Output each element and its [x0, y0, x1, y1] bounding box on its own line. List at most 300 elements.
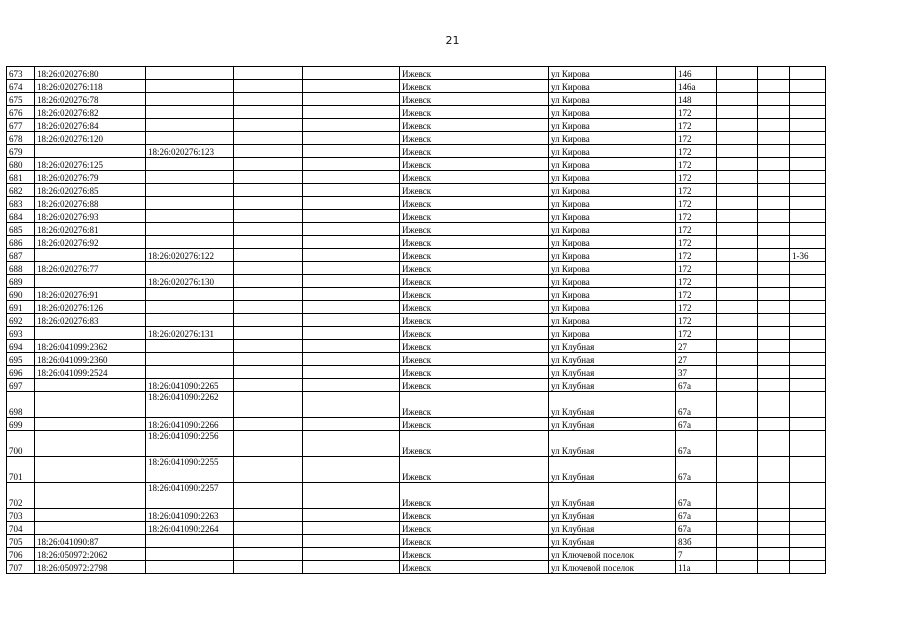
street-cell: ул Кирова [549, 80, 676, 93]
empty-cell [303, 184, 400, 197]
apartment-cell [790, 145, 826, 158]
city-cell: Ижевск [400, 288, 549, 301]
empty-cell [303, 119, 400, 132]
empty-cell [758, 80, 790, 93]
street-cell: ул Кирова [549, 67, 676, 80]
building-cadastral-number: 18:26:020276:123 [146, 145, 234, 158]
cadastral-number [35, 483, 146, 509]
empty-cell [758, 249, 790, 262]
city-cell: Ижевск [400, 184, 549, 197]
empty-cell [234, 418, 303, 431]
empty-cell [717, 288, 758, 301]
building-cadastral-number: 18:26:041090:2264 [146, 522, 234, 535]
apartment-cell [790, 301, 826, 314]
apartment-cell [790, 353, 826, 366]
empty-cell [717, 548, 758, 561]
row-number: 701 [7, 457, 35, 483]
apartment-cell [790, 457, 826, 483]
house-cell: 67а [676, 483, 717, 509]
building-cadastral-number [146, 366, 234, 379]
empty-cell [758, 340, 790, 353]
empty-cell [758, 145, 790, 158]
row-number: 697 [7, 379, 35, 392]
empty-cell [758, 327, 790, 340]
table-row [7, 158, 826, 171]
building-cadastral-number [146, 288, 234, 301]
city-cell: Ижевск [400, 210, 549, 223]
row-number: 706 [7, 548, 35, 561]
house-cell: 146а [676, 80, 717, 93]
empty-cell [717, 340, 758, 353]
empty-cell [717, 119, 758, 132]
apartment-cell [790, 483, 826, 509]
empty-cell [717, 535, 758, 548]
empty-cell [717, 483, 758, 509]
empty-cell [717, 158, 758, 171]
table-row [7, 353, 826, 366]
house-cell: 172 [676, 132, 717, 145]
building-cadastral-number [146, 132, 234, 145]
city-cell: Ижевск [400, 67, 549, 80]
row-number: 677 [7, 119, 35, 132]
empty-cell [234, 210, 303, 223]
apartment-cell [790, 431, 826, 457]
row-number: 684 [7, 210, 35, 223]
table-row [7, 132, 826, 145]
empty-cell [758, 223, 790, 236]
city-cell: Ижевск [400, 262, 549, 275]
apartment-cell [790, 236, 826, 249]
building-cadastral-number: 18:26:041090:2257 [146, 483, 234, 509]
empty-cell [234, 119, 303, 132]
building-cadastral-number [146, 184, 234, 197]
empty-cell [717, 197, 758, 210]
empty-cell [717, 366, 758, 379]
city-cell: Ижевск [400, 236, 549, 249]
city-cell: Ижевск [400, 80, 549, 93]
cadastral-number [35, 145, 146, 158]
street-cell: ул Кирова [549, 132, 676, 145]
building-cadastral-number: 18:26:041090:2255 [146, 457, 234, 483]
house-cell: 67а [676, 392, 717, 418]
building-cadastral-number [146, 548, 234, 561]
house-cell: 67а [676, 522, 717, 535]
apartment-cell [790, 509, 826, 522]
empty-cell [234, 106, 303, 119]
cadastral-number [35, 418, 146, 431]
table-row [7, 431, 826, 457]
empty-cell [303, 353, 400, 366]
empty-cell [717, 106, 758, 119]
street-cell: ул Ключевой поселок [549, 548, 676, 561]
row-number: 682 [7, 184, 35, 197]
house-cell: 146 [676, 67, 717, 80]
empty-cell [717, 275, 758, 288]
empty-cell [303, 67, 400, 80]
city-cell: Ижевск [400, 314, 549, 327]
empty-cell [758, 314, 790, 327]
table-row [7, 184, 826, 197]
empty-cell [303, 431, 400, 457]
empty-cell [717, 561, 758, 574]
empty-cell [717, 236, 758, 249]
row-number: 683 [7, 197, 35, 210]
empty-cell [717, 67, 758, 80]
empty-cell [758, 106, 790, 119]
empty-cell [758, 119, 790, 132]
house-cell: 7 [676, 548, 717, 561]
house-cell: 172 [676, 275, 717, 288]
house-cell: 172 [676, 223, 717, 236]
empty-cell [303, 535, 400, 548]
apartment-cell [790, 535, 826, 548]
building-cadastral-number: 18:26:041090:2256 [146, 431, 234, 457]
city-cell: Ижевск [400, 522, 549, 535]
empty-cell [758, 93, 790, 106]
table-row [7, 483, 826, 509]
street-cell: ул Кирова [549, 210, 676, 223]
row-number: 696 [7, 366, 35, 379]
city-cell: Ижевск [400, 561, 549, 574]
cadastral-number [35, 379, 146, 392]
building-cadastral-number [146, 314, 234, 327]
building-cadastral-number: 18:26:020276:130 [146, 275, 234, 288]
row-number: 673 [7, 67, 35, 80]
table-row [7, 67, 826, 80]
cadastral-number [35, 275, 146, 288]
table-row [7, 93, 826, 106]
cadastral-number: 18:26:041099:2360 [35, 353, 146, 366]
apartment-cell [790, 548, 826, 561]
city-cell: Ижевск [400, 548, 549, 561]
row-number: 685 [7, 223, 35, 236]
table-row [7, 522, 826, 535]
cadastral-number: 18:26:020276:81 [35, 223, 146, 236]
table-row [7, 340, 826, 353]
cadastral-number: 18:26:020276:79 [35, 171, 146, 184]
cadastral-number: 18:26:020276:118 [35, 80, 146, 93]
cadastral-number [35, 392, 146, 418]
cadastral-number: 18:26:020276:120 [35, 132, 146, 145]
table-row [7, 106, 826, 119]
table-row [7, 275, 826, 288]
row-number: 679 [7, 145, 35, 158]
empty-cell [303, 93, 400, 106]
house-cell: 172 [676, 197, 717, 210]
house-cell: 172 [676, 249, 717, 262]
building-cadastral-number [146, 171, 234, 184]
empty-cell [303, 457, 400, 483]
building-cadastral-number: 18:26:041090:2266 [146, 418, 234, 431]
empty-cell [717, 522, 758, 535]
empty-cell [303, 171, 400, 184]
table-row [7, 80, 826, 93]
house-cell: 37 [676, 366, 717, 379]
table-row [7, 145, 826, 158]
house-cell: 172 [676, 301, 717, 314]
empty-cell [303, 158, 400, 171]
empty-cell [717, 132, 758, 145]
city-cell: Ижевск [400, 119, 549, 132]
empty-cell [717, 184, 758, 197]
street-cell: ул Кирова [549, 262, 676, 275]
empty-cell [758, 561, 790, 574]
house-cell: 172 [676, 184, 717, 197]
apartment-cell [790, 262, 826, 275]
building-cadastral-number [146, 301, 234, 314]
cadastral-number: 18:26:050972:2062 [35, 548, 146, 561]
empty-cell [234, 314, 303, 327]
empty-cell [234, 379, 303, 392]
apartment-cell [790, 171, 826, 184]
table-row [7, 535, 826, 548]
empty-cell [234, 158, 303, 171]
empty-cell [303, 379, 400, 392]
house-cell: 172 [676, 288, 717, 301]
building-cadastral-number [146, 353, 234, 366]
empty-cell [234, 340, 303, 353]
empty-cell [234, 431, 303, 457]
table-row [7, 327, 826, 340]
empty-cell [758, 353, 790, 366]
street-cell: ул Клубная [549, 366, 676, 379]
table-row [7, 561, 826, 574]
empty-cell [758, 132, 790, 145]
house-cell: 172 [676, 106, 717, 119]
empty-cell [303, 366, 400, 379]
row-number: 681 [7, 171, 35, 184]
table-row [7, 366, 826, 379]
row-number: 707 [7, 561, 35, 574]
empty-cell [234, 275, 303, 288]
house-cell: 27 [676, 353, 717, 366]
city-cell: Ижевск [400, 483, 549, 509]
apartment-cell [790, 93, 826, 106]
empty-cell [717, 327, 758, 340]
street-cell: ул Кирова [549, 314, 676, 327]
street-cell: ул Кирова [549, 288, 676, 301]
city-cell: Ижевск [400, 431, 549, 457]
street-cell: ул Кирова [549, 275, 676, 288]
empty-cell [234, 483, 303, 509]
cadastral-number: 18:26:020276:77 [35, 262, 146, 275]
empty-cell [234, 171, 303, 184]
empty-cell [758, 379, 790, 392]
page-number: 21 [445, 34, 460, 47]
street-cell: ул Ключевой поселок [549, 561, 676, 574]
empty-cell [717, 93, 758, 106]
empty-cell [303, 106, 400, 119]
house-cell: 172 [676, 327, 717, 340]
table-row [7, 379, 826, 392]
apartment-cell [790, 210, 826, 223]
cadastral-number: 18:26:041090:87 [35, 535, 146, 548]
table-row [7, 236, 826, 249]
apartment-cell [790, 67, 826, 80]
building-cadastral-number [146, 158, 234, 171]
empty-cell [758, 210, 790, 223]
empty-cell [234, 457, 303, 483]
street-cell: ул Кирова [549, 249, 676, 262]
house-cell: 67а [676, 457, 717, 483]
empty-cell [758, 262, 790, 275]
empty-cell [717, 80, 758, 93]
city-cell: Ижевск [400, 171, 549, 184]
empty-cell [717, 457, 758, 483]
house-cell: 67а [676, 509, 717, 522]
building-cadastral-number [146, 561, 234, 574]
street-cell: ул Клубная [549, 457, 676, 483]
house-cell: 172 [676, 210, 717, 223]
street-cell: ул Клубная [549, 431, 676, 457]
row-number: 698 [7, 392, 35, 418]
cadastral-number: 18:26:020276:88 [35, 197, 146, 210]
street-cell: ул Кирова [549, 145, 676, 158]
city-cell: Ижевск [400, 275, 549, 288]
empty-cell [758, 158, 790, 171]
row-number: 693 [7, 327, 35, 340]
street-cell: ул Кирова [549, 119, 676, 132]
row-number: 676 [7, 106, 35, 119]
table-row [7, 119, 826, 132]
empty-cell [234, 197, 303, 210]
city-cell: Ижевск [400, 106, 549, 119]
empty-cell [758, 301, 790, 314]
row-number: 695 [7, 353, 35, 366]
cadastral-number: 18:26:020276:85 [35, 184, 146, 197]
house-cell: 172 [676, 262, 717, 275]
table-row [7, 548, 826, 561]
empty-cell [234, 392, 303, 418]
city-cell: Ижевск [400, 197, 549, 210]
empty-cell [234, 548, 303, 561]
house-cell: 11а [676, 561, 717, 574]
house-cell: 172 [676, 236, 717, 249]
table-row [7, 197, 826, 210]
empty-cell [303, 145, 400, 158]
empty-cell [234, 184, 303, 197]
empty-cell [303, 392, 400, 418]
empty-cell [758, 483, 790, 509]
empty-cell [717, 379, 758, 392]
street-cell: ул Клубная [549, 379, 676, 392]
row-number: 686 [7, 236, 35, 249]
apartment-cell [790, 158, 826, 171]
cadastral-number [35, 509, 146, 522]
table-row [7, 314, 826, 327]
house-cell: 67а [676, 431, 717, 457]
table-row [7, 418, 826, 431]
apartment-cell [790, 106, 826, 119]
city-cell: Ижевск [400, 158, 549, 171]
empty-cell [758, 418, 790, 431]
empty-cell [758, 431, 790, 457]
empty-cell [303, 340, 400, 353]
building-cadastral-number: 18:26:041090:2263 [146, 509, 234, 522]
row-number: 675 [7, 93, 35, 106]
empty-cell [303, 236, 400, 249]
street-cell: ул Клубная [549, 340, 676, 353]
empty-cell [303, 275, 400, 288]
empty-cell [234, 145, 303, 158]
city-cell: Ижевск [400, 340, 549, 353]
house-cell: 172 [676, 119, 717, 132]
city-cell: Ижевск [400, 392, 549, 418]
city-cell: Ижевск [400, 132, 549, 145]
empty-cell [234, 327, 303, 340]
empty-cell [717, 210, 758, 223]
empty-cell [234, 509, 303, 522]
empty-cell [234, 80, 303, 93]
cadastral-number: 18:26:020276:84 [35, 119, 146, 132]
empty-cell [234, 288, 303, 301]
row-number: 703 [7, 509, 35, 522]
apartment-cell [790, 366, 826, 379]
city-cell: Ижевск [400, 418, 549, 431]
cadastral-number: 18:26:020276:125 [35, 158, 146, 171]
apartment-cell [790, 522, 826, 535]
empty-cell [758, 275, 790, 288]
cadastral-number: 18:26:020276:93 [35, 210, 146, 223]
empty-cell [303, 132, 400, 145]
cadastral-number: 18:26:020276:126 [35, 301, 146, 314]
table-row [7, 171, 826, 184]
row-number: 687 [7, 249, 35, 262]
empty-cell [303, 249, 400, 262]
empty-cell [303, 561, 400, 574]
street-cell: ул Клубная [549, 509, 676, 522]
empty-cell [717, 301, 758, 314]
street-cell: ул Кирова [549, 106, 676, 119]
building-cadastral-number: 18:26:041090:2262 [146, 392, 234, 418]
street-cell: ул Кирова [549, 197, 676, 210]
street-cell: ул Кирова [549, 158, 676, 171]
city-cell: Ижевск [400, 366, 549, 379]
cadastral-number: 18:26:041099:2362 [35, 340, 146, 353]
table-row [7, 392, 826, 418]
empty-cell [717, 262, 758, 275]
row-number: 690 [7, 288, 35, 301]
street-cell: ул Клубная [549, 392, 676, 418]
building-cadastral-number: 18:26:020276:131 [146, 327, 234, 340]
apartment-cell [790, 379, 826, 392]
street-cell: ул Клубная [549, 353, 676, 366]
apartment-cell [790, 184, 826, 197]
apartment-cell [790, 288, 826, 301]
empty-cell [717, 431, 758, 457]
apartment-cell [790, 119, 826, 132]
apartment-cell: 1-36 [790, 249, 826, 262]
empty-cell [758, 197, 790, 210]
empty-cell [234, 366, 303, 379]
row-number: 699 [7, 418, 35, 431]
row-number: 692 [7, 314, 35, 327]
building-cadastral-number [146, 535, 234, 548]
apartment-cell [790, 392, 826, 418]
cadastral-number: 18:26:020276:82 [35, 106, 146, 119]
building-cadastral-number [146, 119, 234, 132]
city-cell: Ижевск [400, 223, 549, 236]
building-cadastral-number [146, 197, 234, 210]
building-cadastral-number [146, 236, 234, 249]
apartment-cell [790, 223, 826, 236]
empty-cell [717, 392, 758, 418]
table-row [7, 509, 826, 522]
empty-cell [234, 301, 303, 314]
street-cell: ул Клубная [549, 535, 676, 548]
empty-cell [758, 535, 790, 548]
house-cell: 67а [676, 379, 717, 392]
